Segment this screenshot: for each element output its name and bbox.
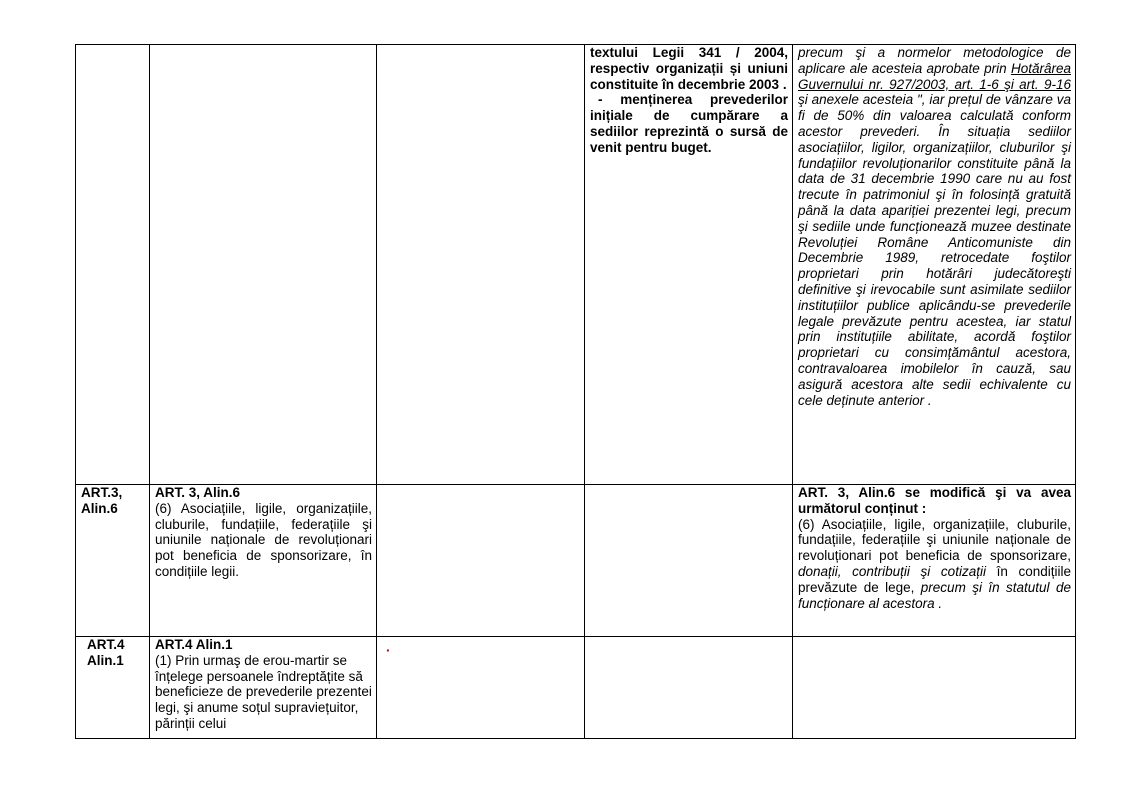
table-row [76,485,1076,637]
cell-proposal [793,485,1076,637]
article-title: ART.4 Alin.1 [155,637,233,652]
cell-article [76,637,150,739]
cell-empty [585,485,793,637]
motivation-part1: textului Legii 341 / 2004, respectiv organizații și uniuni constituite în decembrie 2003 . [590,45,788,92]
motivation-part2: - menținerea prevederilor inițiale de cumpărare a sediilor reprezintă o sursă de venit pentru buget. [590,92,788,155]
cell-motivation [585,45,793,485]
article-number: ART.4 Alin.1 [87,637,125,668]
article-text: (6) Asociațiile, ligile, organizațiile, cluburile, fundațiile, federațiile şi uniunile naționale de revoluționari pot beneficia de sponsorizare, în condițiile legii. [155,500,372,579]
cell-empty [377,45,585,485]
proposal-text-post: şi anexele acesteia ", iar prețul de vânzare va fi de 50% din valoarea calculată conform acestor prevederi. În situația sediilor asociațiilor, ligilor, organizațiilor, cluburilor şi fundațiilor revoluționarilor constituite până la data de 31 decembrie 1990 care nu au fost trecute în patrimoniul şi în folosință gratuită până la data apariției prezentei legi, precum şi sediile unde funcționează muzee destinate Revoluției Române Anticomuniste din Decembrie 1989, retrocedate foştilor proprietari prin hotărâri judecătoreşti definitive şi irevocabile sunt asimilate sediilor instituțiilor publice aplicându-se prevederile legale prevăzute pentru acestea, iar statul prin instituțiile abilitate, acordă foştilor proprietari cu consimțământul acestora, contravaloarea imobilelor în cauză, sau asigură acestora alte sedii echivalente cu cele deținute anterior . [798,92,1071,408]
table-row [76,637,1076,739]
cell-current-text [150,45,377,485]
cell-article: ART.3, Alin.6 [76,485,150,637]
amendment-heading: ART. 3, Alin.6 se modifică şi va avea următorul conținut : [798,485,1071,516]
amendment-text-mid: în condițiile prevăzute de lege, [798,563,1071,595]
amendment-text-italic-2: precum şi în statutul de funcționare al acestora . [798,579,1071,611]
amendment-text-italic-1: donații, contribuții şi cotizații [798,563,986,579]
amendment-table [75,44,1076,739]
article-title: ART. 3, Alin.6 [155,485,241,500]
amendment-text-pre: (6) Asociațiile, ligile, organizațiile, cluburile, fundațiile, federațiile şi uniunile naționale de revoluționari pot beneficia de sponsorizare, [798,516,1071,564]
cell-empty [585,637,793,739]
cell-article [76,45,150,485]
cell-current-text [150,637,377,739]
table-row [76,45,1076,485]
cell-proposal [793,45,1076,485]
amendment-text [798,517,1071,612]
cell-empty [793,637,1076,739]
article-text: (1) Prin urmaş de erou-martir se înțelege persoanele îndreptățite să beneficieze de prevederile prezentei legi, şi anume soțul supraviețuitor, părinții celui [155,652,372,731]
gov-decision-reference: Hotărârea Guvernului nr. 927/2003, art. 1-6 şi art. 9-16 [798,60,1071,92]
cell-mark [377,637,585,739]
cell-current-text [150,485,377,637]
red-dot-mark: · [386,643,391,658]
cell-empty [377,485,585,637]
proposal-text-pre: precum şi a normelor metodologice de aplicare ale acesteia aprobate prin [798,45,1071,76]
